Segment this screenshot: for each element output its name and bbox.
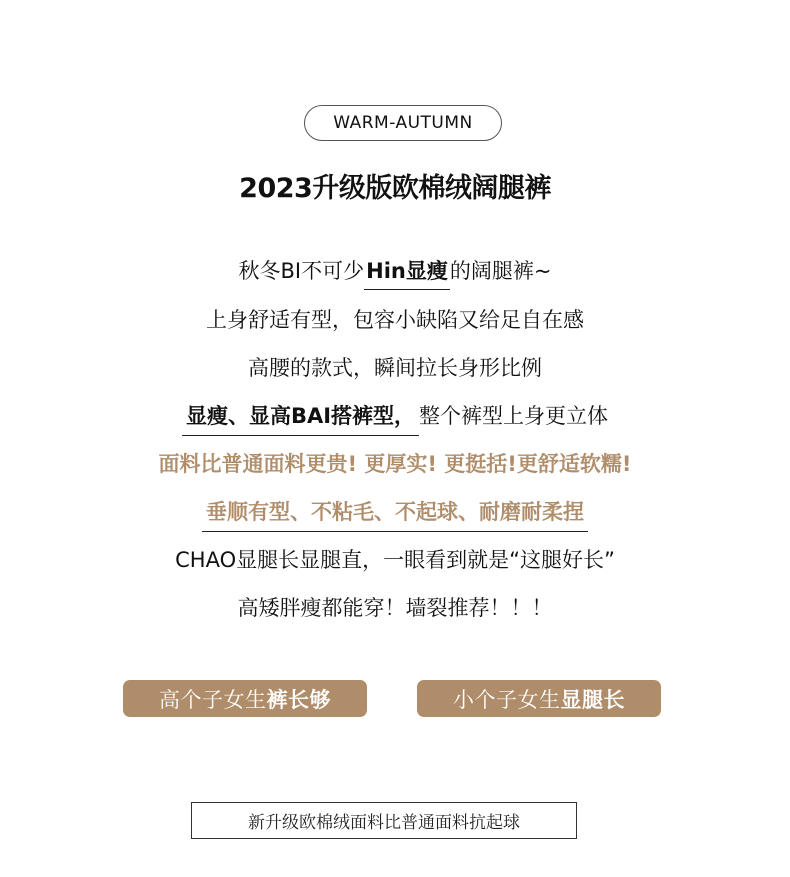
product-title: 2023升级版欧棉绒阔腿裤 bbox=[239, 173, 551, 204]
petite-girl-button[interactable] bbox=[417, 680, 661, 717]
tall-girl-button[interactable] bbox=[123, 680, 367, 717]
fabric-note-text: 新升级欧棉绒面料比普通面料抗起球 bbox=[248, 813, 520, 833]
desc-line-4 bbox=[0, 401, 790, 436]
desc-line-1-pre: 秋冬BI不可少 bbox=[238, 259, 365, 283]
petite-girl-button-highlight: 显腿长 bbox=[560, 687, 625, 712]
tall-girl-button-highlight: 裤长够 bbox=[266, 687, 331, 712]
season-tag bbox=[304, 105, 502, 141]
desc-line-1-post: 的阔腿裤~ bbox=[449, 259, 552, 283]
desc-line-3: 高腰的款式，瞬间拉长身形比例 bbox=[248, 356, 542, 380]
desc-line-1 bbox=[0, 256, 790, 290]
desc-line-6 bbox=[0, 497, 790, 532]
desc-line-1-highlight: Hin显瘦 bbox=[364, 256, 450, 290]
desc-line-6-text: 垂顺有型、不粘毛、不起球、耐磨耐柔捏 bbox=[202, 497, 588, 532]
desc-line-5: 面料比普通面料更贵! 更厚实! 更挺括!更舒适软糯! bbox=[158, 452, 632, 476]
desc-line-2: 上身舒适有型，包容小缺陷又给足自在感 bbox=[206, 308, 584, 332]
tall-girl-button-pre: 高个子女生 bbox=[159, 687, 267, 712]
desc-line-4-post: 整个裤型上身更立体 bbox=[419, 404, 609, 428]
petite-girl-button-pre: 小个子女生 bbox=[453, 687, 561, 712]
fabric-note bbox=[191, 802, 577, 839]
desc-line-4-highlight: 显瘦、显高BAI搭裤型， bbox=[182, 401, 419, 436]
season-tag-label: WARM-AUTUMN bbox=[333, 113, 473, 133]
desc-line-8: 高矮胖瘦都能穿！墙裂推荐！！！ bbox=[237, 596, 553, 620]
desc-line-7: CHAO显腿长显腿直，一眼看到就是“这腿好长” bbox=[175, 548, 615, 572]
